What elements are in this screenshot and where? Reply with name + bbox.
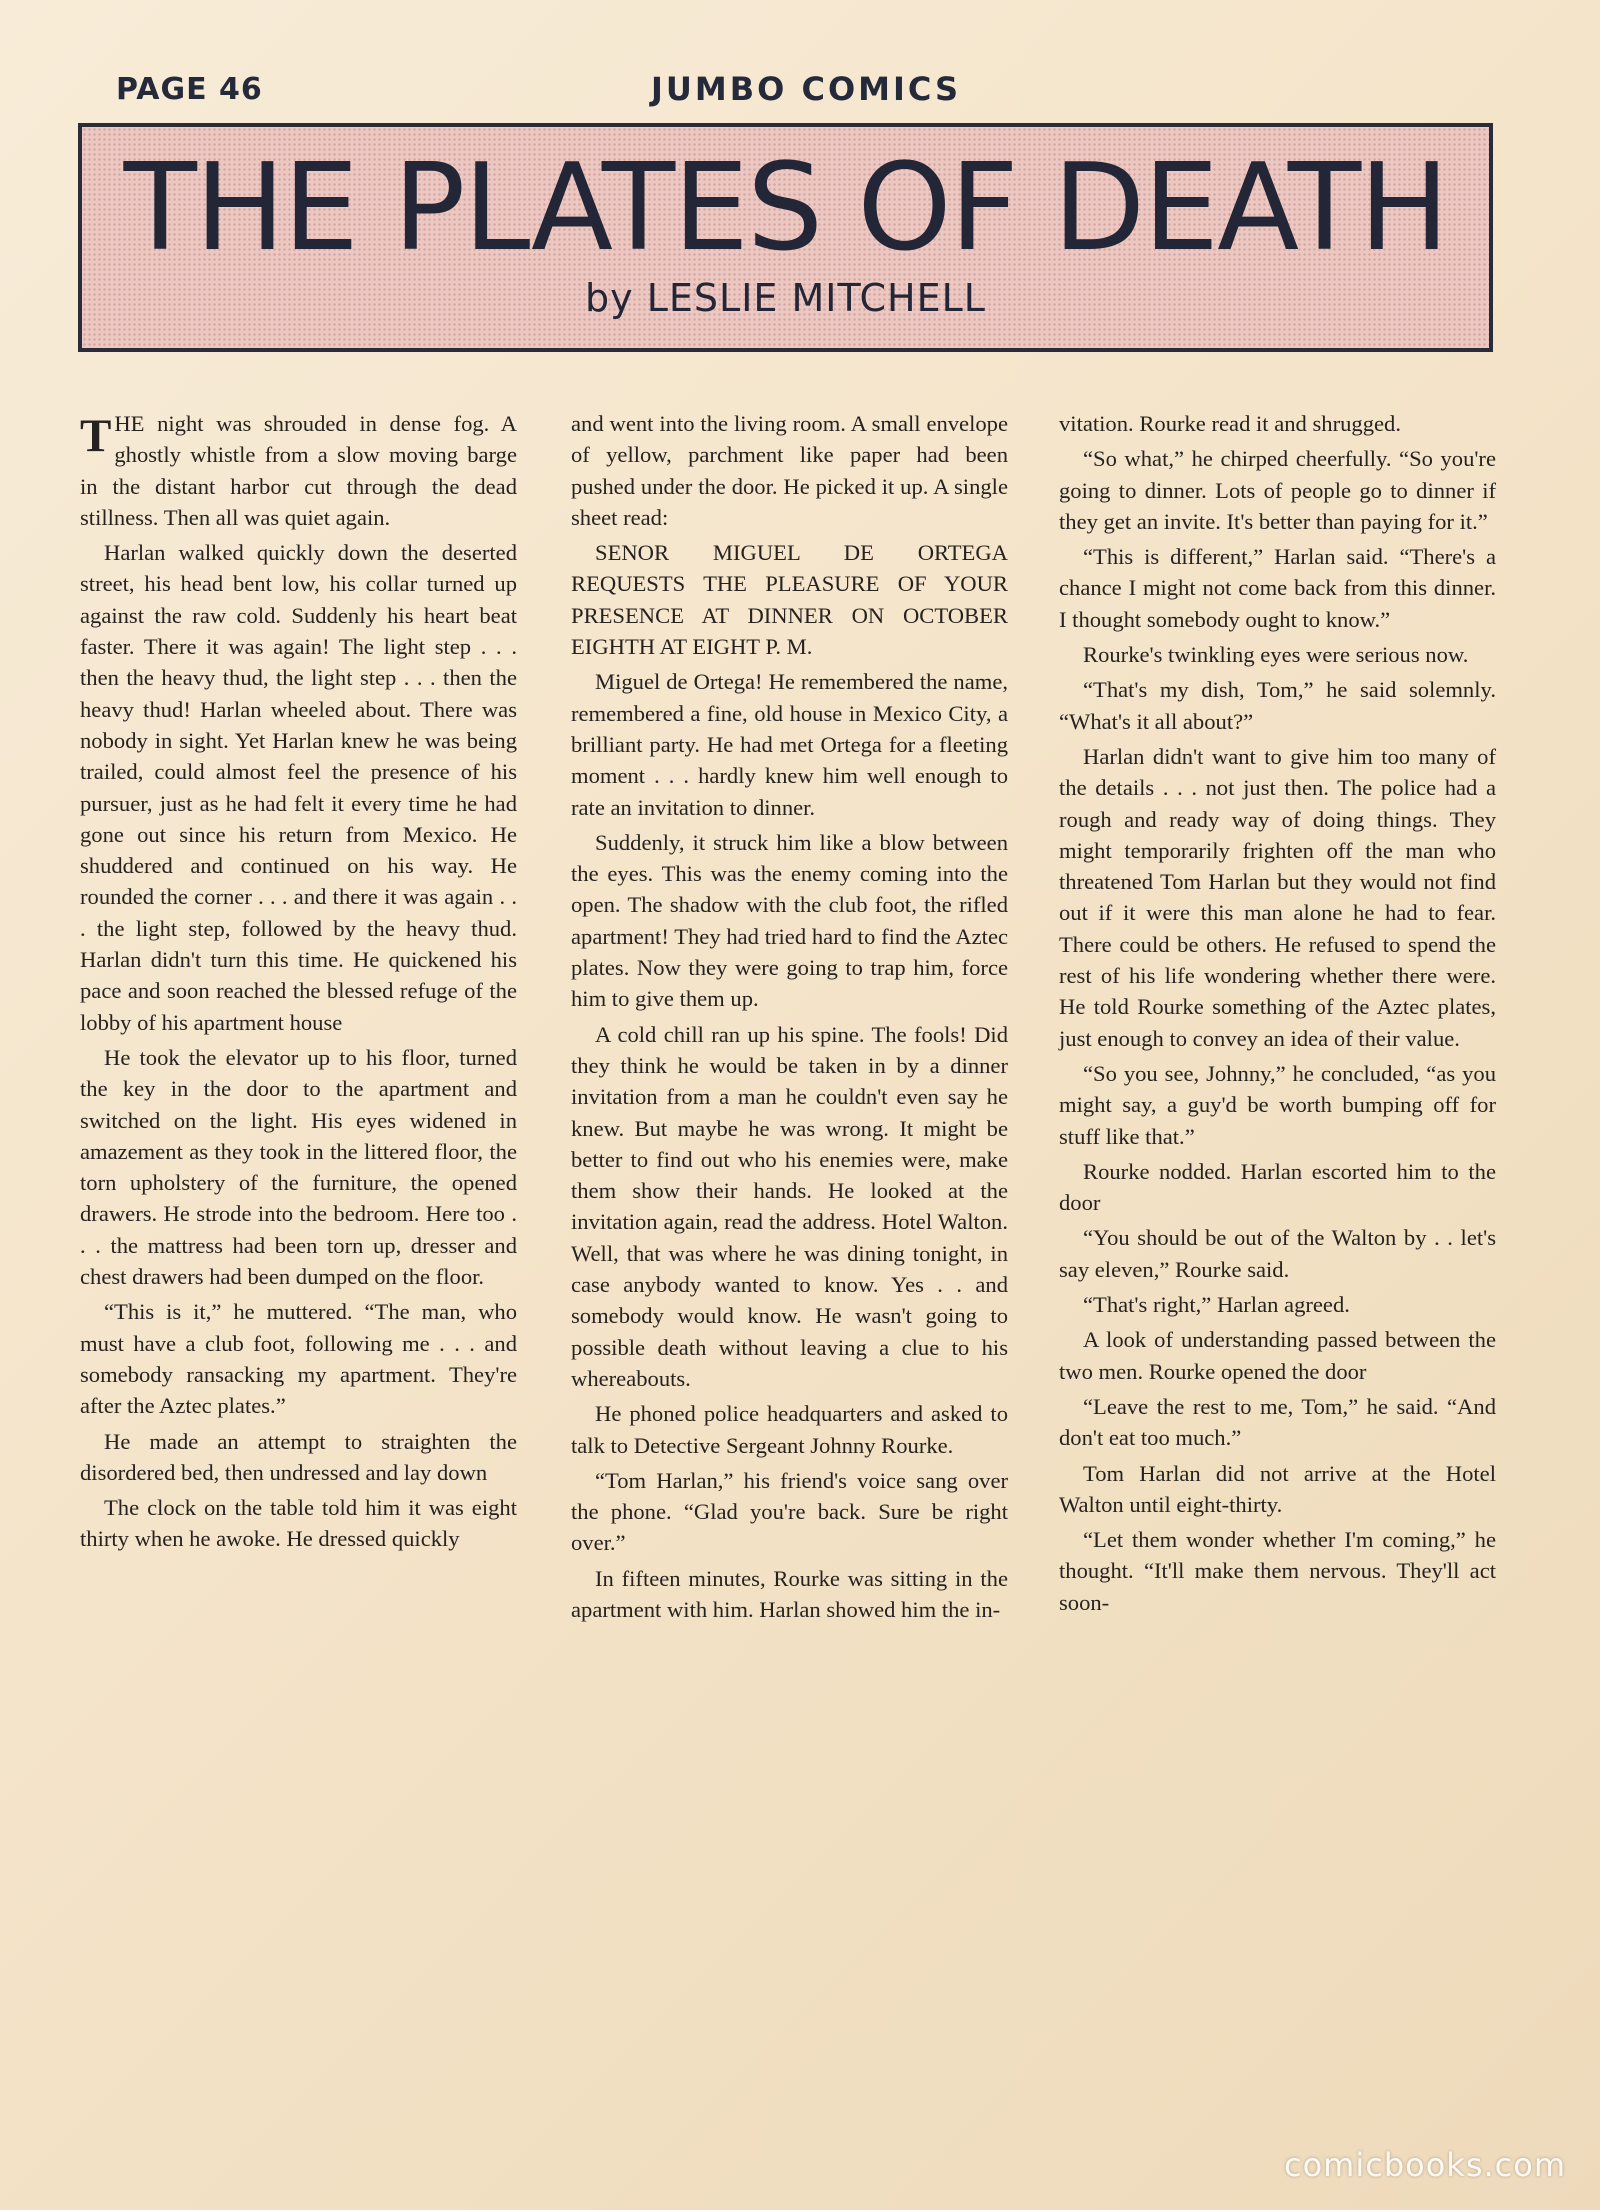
paragraph: “So what,” he chirped cheerfully. “So you're going to dinner. Lots of people go to dinner if they get an invite. It's better than paying for it.”: [1059, 446, 1496, 534]
drop-cap: T: [80, 410, 112, 462]
watermark: comicbooks.com: [1283, 2146, 1566, 2184]
paragraph: “Let them wonder whether I'm coming,” he thought. “It'll make them nervous. They'll act soon-: [1059, 1527, 1496, 1615]
paragraph: “Leave the rest to me, Tom,” he said. “And don't eat too much.”: [1059, 1393, 1496, 1451]
paragraph: Miguel de Ortega! He remembered the name, remembered a fine, old house in Mexico City, a brilliant party. He had met Ortega for a fleeting moment . . . hardly knew him well enough to rate an invitation to dinner.: [571, 669, 1008, 820]
text-column-1: [80, 408, 517, 1559]
text-column-2: [571, 408, 1008, 1629]
paragraph-text: HE night was shrouded in dense fog. A ghostly whistle from a slow moving barge in the distant harbor cut through the dead stillness. Then all was quiet again.: [80, 411, 517, 530]
paragraph: In fifteen minutes, Rourke was sitting in the apartment with him. Harlan showed him the in-: [571, 1565, 1008, 1622]
paragraph: “So you see, Johnny,” he concluded, “as you might say, a guy'd be worth bumping off for stuff like that.”: [1059, 1060, 1496, 1149]
magazine-title: JUMBO COMICS: [650, 70, 962, 108]
paragraph: Suddenly, it struck him like a blow between the eyes. This was the enemy coming into the open. The shadow with the club foot, the rifled apartment! They had tried hard to find the Aztec plates. Now they were going to trap him, force him to give them up.: [571, 829, 1008, 1012]
paragraph: and went into the living room. A small envelope of yellow, parchment like paper had been pushed under the door. He picked it up. A single sheet read:: [571, 411, 1008, 530]
paragraph: A cold chill ran up his spine. The fools! Did they think he would be taken in by a dinner invitation from a man he couldn't even say he knew. But maybe he was wrong. It might be better to find out who his enemies were, make them show their hands. He looked at the invitation again, read the address. Hotel Walton. Well, that was where he was dining tonight, in case anybody wanted to know. Yes . . and somebody would know. He wasn't going to possible death without leaving a clue to his whereabouts.: [571, 1021, 1008, 1391]
paragraph: “You should be out of the Walton by . . let's say eleven,” Rourke said.: [1059, 1225, 1496, 1282]
title-banner: [78, 123, 1493, 352]
paragraph: Rourke's twinkling eyes were serious now.: [1083, 642, 1469, 668]
paragraph: “That's right,” Harlan agreed.: [1083, 1292, 1350, 1318]
paragraph: He phoned police headquarters and asked to talk to Detective Sergeant Johnny Rourke.: [571, 1401, 1008, 1458]
byline: by LESLIE MITCHELL: [585, 276, 986, 320]
paragraph: “That's my dish, Tom,” he said solemnly. “What's it all about?”: [1059, 677, 1496, 734]
paragraph: “Tom Harlan,” his friend's voice sang over the phone. “Glad you're back. Sure be right over.”: [571, 1467, 1008, 1556]
story-title: THE PLATES OF DEATH: [123, 139, 1448, 278]
paragraph: “This is it,” he muttered. “The man, who must have a club foot, following me . . . and somebody ransacking my apartment. They're after the Aztec plates.”: [80, 1299, 517, 1419]
paragraph: The clock on the table told him it was eight thirty when he awoke. He dressed quickly: [80, 1495, 517, 1552]
paragraph: A look of understanding passed between the two men. Rourke opened the door: [1059, 1327, 1496, 1384]
text-column-3: [1059, 408, 1496, 1622]
paragraph: Rourke nodded. Harlan escorted him to the door: [1059, 1158, 1496, 1216]
paragraph: Harlan didn't want to give him too many of the details . . . not just then. The police had a rough and ready way of doing things. They might temporarily frighten off the man who threatened Tom Harlan but they would not find out if it were this man alone he had to fear. There could be others. He refused to spend the rest of his life wondering whether there were. He told Rourke something of the Aztec plates, just enough to convey an idea of their value.: [1059, 743, 1496, 1051]
paragraph: [80, 408, 517, 533]
paragraph: He made an attempt to straighten the disordered bed, then undressed and lay down: [80, 1428, 517, 1485]
paragraph: “This is different,” Harlan said. “There's a chance I might not come back from this dinner. I thought somebody ought to know.”: [1059, 544, 1496, 632]
invitation-text: SENOR MIGUEL DE ORTEGA REQUESTS THE PLEASURE OF YOUR PRESENCE AT DINNER ON OCTOBER EIGHTH AT EIGHT P. M.: [571, 540, 1008, 660]
page-number: PAGE 46: [116, 72, 263, 107]
paragraph: Harlan walked quickly down the deserted street, his head bent low, his collar turned up against the raw cold. Suddenly his heart beat faster. There it was again! The light step . . . then the heavy thud, the light step . . . then the heavy thud! Harlan wheeled about. There was nobody in sight. Yet Harlan knew he was being trailed, could almost feel the presence of his pursuer, just as he had felt it every time he had gone out since his return from Mexico. He shuddered and continued on his way. He rounded the corner . . . and there it was again . . . the light step, followed by the heavy thud. Harlan didn't turn this time. He quickened his pace and soon reached the blessed refuge of the lobby of his apartment house: [80, 540, 517, 1035]
paragraph: vitation. Rourke read it and shrugged.: [1059, 411, 1401, 436]
paragraph: Tom Harlan did not arrive at the Hotel Walton until eight-thirty.: [1059, 1460, 1496, 1517]
running-head: [116, 72, 1496, 116]
paragraph: He took the elevator up to his floor, turned the key in the door to the apartment and switched on the light. His eyes widened in amazement as they took in the littered floor, the torn upholstery of the furniture, the opened drawers. He strode into the bedroom. Here too . . . the mattress had been torn up, dresser and chest drawers had been dumped on the floor.: [80, 1044, 517, 1290]
